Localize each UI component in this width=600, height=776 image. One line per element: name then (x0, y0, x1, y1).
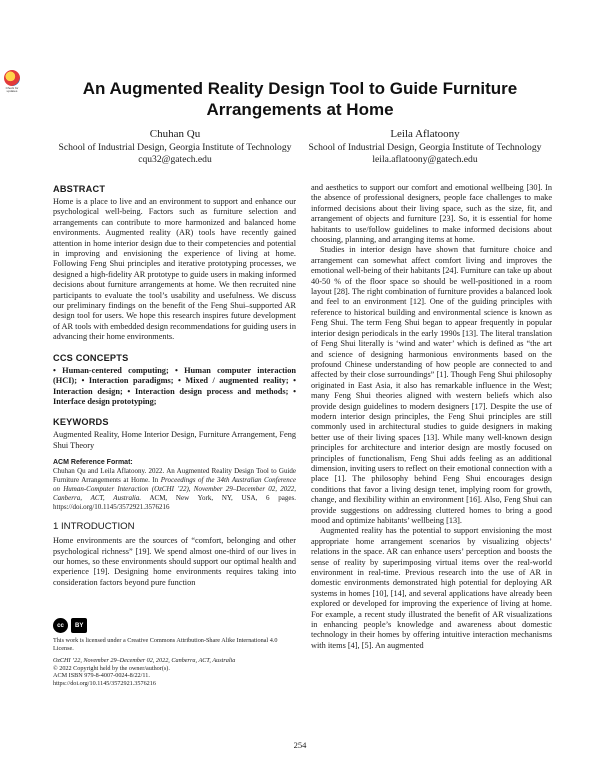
keywords-heading: KEYWORDS (53, 417, 109, 428)
author-name: Leila Aflatoony (390, 128, 460, 140)
introduction-text: Home environments are the sources of “comfort, belonging and other psychological richness” [19]. We spend almost one-third of our lives in our homes, so these environments should support our optimal health and experience [19]. Designing home environments requires taking into consideration factors beyond pure function (53, 536, 296, 587)
author-email: cqu32@gatech.edu (138, 154, 212, 165)
right-column (311, 183, 552, 651)
paragraph: Studies in interior design have shown that furniture choice and arrangement can somewhat affect comfort living and improves the emotional well-being of their habitants [24]. Furniture can take up about 40-50 % of the floor space so should be well-positioned in a room layout [28]. The right combination of furniture provides a balanced look and feel to an environment [12]. One of the guiding principles with reference to historical building and environmental science is known as Feng Shui. The term Feng Shui began to appear frequently in popular interior design periodicals in the early 1990s [13]. The literal translation of Feng Shui literally is ‘wind and water’ which is defined as “the art and science of designing harmonious environments based on the profound Chinese understanding of how people are connected to and affected by their close surroundings” [1]. Though Feng Shui philosophy originated in East Asia, it also has remarkable influence in the West; many Feng Shui theories aligned with western beliefs which also provide design guidelines to modern designers [17]. Despite the use of modern interior design principles, the Feng Shui principles are still commonly used in architectural studies to guide designers in making better use of their living spaces [13]. While many well-known design principles for architecture and interior design are mostly focused on principles of functionalism, Feng Shui adds feeling as an additional dimension, inviting users to reflect on their emotional connection with a place [1]. The philosophy behind Feng Shui encourages design conditions that favor a living design tenet, implying room for growth, change, and flexibility within an environment [16]. Also, Feng Shui can provide suggestions on addressing cluttered homes to bring a good mood and optimize habitants’ wellbeing [13]. (311, 245, 552, 525)
author-email: leila.aflatoony@gatech.edu (372, 154, 478, 165)
abstract-text: Home is a place to live and an environment to support and enhance our psychological well-being. Factors such as furniture selection and arrangements can contribute to more harmonized and balanced home environments. Augmented reality (AR) tools have recently gained attention in home interior design due to their competencies and potential in improving and envisioning the experience of living at home. Following Feng Shui principles and iterative prototyping processes, we designed a high-fidelity AR prototype to guide users in making informed decisions about furniture arrangements at home. We then recruited nine participants to evaluate the tool’s usability and usefulness. We discuss our preliminary findings on the benefit of the Feng Shui–supported AR design tool for users. We hope this research inspires future development of AR tools with embedded design recommendations for guiding users in advancing their home environments. (53, 197, 296, 342)
reference-format-text (53, 467, 296, 512)
reference-italic: Proceedings of the 34th Australian Conference on Human-Computer Interaction (OzCHI ’22), November 29–December 02, 2022, Canberra, ACT, Australia. (53, 476, 297, 503)
paragraph: Augmented reality has the potential to support envisioning the most appropriate home arrangement scenarios by visualizing objects’ relations in the space. AR can enhance users’ perception and boosts the sense of reality by superimposing virtual items over the real-world environment in real-time. Previous research into the use of AR in domestic environments demonstrated high potential for deploying AR systems in homes [10], [14], and several applications have already been explored or developed for improving the experience of living at home. For example, a recent study illustrated the benefit of AR visualizations in enhancing people’s knowledge and awareness about domestic technology in their homes by offering intuitive interaction mechanisms with items [4], [5]. An augmented (311, 526, 552, 650)
abstract-heading: ABSTRACT (53, 184, 106, 194)
copyright-text: © 2022 Copyright held by the owner/author(s). (53, 664, 170, 672)
reference-tail: ACM, New York, NY, USA, 6 pages. https://doi.org/10.1145/3572921.3576216 (53, 494, 296, 512)
reference-format-heading: ACM Reference Format: (53, 459, 133, 467)
introduction-heading: 1 INTRODUCTION (53, 521, 135, 533)
reference-plain: Chuhan Qu and Leila Aflatoony. 2022. An Augmented Reality Design Tool to Guide Furniture Arrangements at Home. In (53, 467, 296, 485)
author-affiliation: School of Industrial Design, Georgia Institute of Technology (58, 142, 292, 153)
page-number: 254 (293, 740, 307, 750)
author-affiliation: School of Industrial Design, Georgia Institute of Technology (308, 142, 542, 153)
isbn-text: ACM ISBN 979-8-4007-0024-8/22/11. (53, 672, 150, 680)
cc-icon: cc (53, 618, 68, 633)
cc-license-logo[interactable] (53, 617, 296, 634)
keywords-text: Augmented Reality, Home Interior Design, Furniture Arrangement, Feng Shui Theory (53, 430, 296, 450)
badge-label: Check for updates (5, 86, 19, 94)
paper-title: An Augmented Reality Design Tool to Guide Furniture Arrangements at Home (82, 79, 518, 119)
author-name: Chuhan Qu (149, 128, 201, 140)
left-column (53, 183, 296, 588)
doi-link[interactable]: https://doi.org/10.1145/3572921.3576216 (53, 679, 156, 687)
ccs-text: • Human-centered computing; • Human computer interaction (HCI); • Interaction paradigms; • Mixed / augmented reality; • Interaction design; • Interaction design process and methods; • Interface design prototyping; (53, 365, 296, 406)
license-text: This work is licensed under a Creative Commons Attribution-Share Alike International 4.0 License. (53, 637, 278, 652)
author-block-1 (55, 127, 295, 166)
paragraph: and aesthetics to support our comfort and emotional wellbeing [30]. In the absence of professional designers, people face challenges to make informed decisions about their living space, such as the size, fit, and arrangement of objects and furniture [23]. So, it is essential for home habitants to use/follow guidelines to make informed decisions about choosing, planning, and arranging items at home. (311, 183, 552, 245)
crossmark-icon (4, 70, 20, 86)
license-footer (53, 617, 296, 688)
author-block-2 (305, 127, 545, 166)
check-for-updates-badge[interactable] (3, 70, 21, 96)
by-icon: BY (71, 618, 87, 633)
ccs-heading: CCS CONCEPTS (53, 352, 129, 363)
venue-text: OzCHI ’22, November 29–December 02, 2022, Canberra, ACT, Australia (53, 657, 236, 665)
